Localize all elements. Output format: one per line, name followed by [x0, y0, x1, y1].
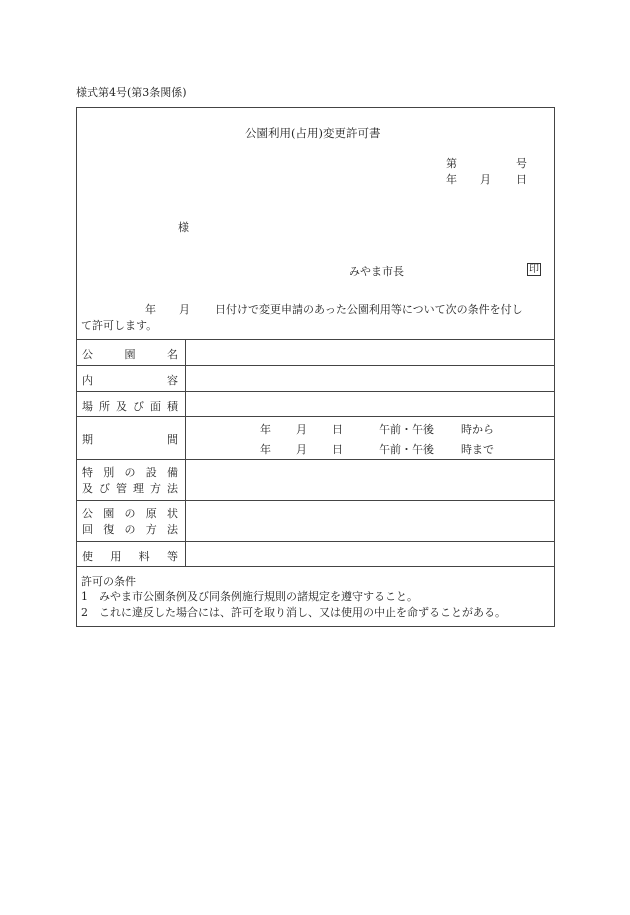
conditions-section: [77, 566, 554, 628]
body-year: 年: [145, 303, 156, 316]
issuer-name: みやま市長: [349, 265, 404, 278]
label-facility-line1: 特 別 の 設 備: [82, 466, 178, 479]
period-to-month: 月: [296, 443, 307, 456]
period-from-month: 月: [296, 423, 307, 436]
row-facility: [77, 459, 554, 501]
form-number: 様式第4号(第3条関係): [76, 86, 187, 99]
row-restoration: [77, 500, 554, 542]
label-period: 期 間: [82, 433, 178, 446]
period-to-ampm: 午前・午後: [379, 443, 434, 456]
permit-form: [76, 107, 555, 627]
period-to-suffix: 時まで: [461, 443, 494, 456]
body-month: 月: [179, 303, 190, 316]
body-text-line2: て許可します。: [81, 319, 158, 332]
seal-mark: 印: [529, 264, 539, 275]
period-from-suffix: 時から: [461, 423, 494, 436]
body-text-line1: 日付けで変更申請のあった公園利用等について次の条件を付し: [215, 303, 523, 316]
document-title: 公園利用(占用)変更許可書: [245, 126, 381, 140]
permit-header: [77, 108, 554, 339]
label-restoration-line2: 回 復 の 方 法: [82, 523, 178, 536]
conditions-heading: 許可の条件: [81, 575, 136, 588]
doc-number-dai: 第: [446, 157, 457, 170]
doc-number-go: 号: [516, 157, 527, 170]
condition-item: 1 みやま市公園条例及び同条例施行規則の諸規定を遵守すること。: [81, 590, 418, 603]
row-park-name: [77, 339, 554, 366]
label-fee: 使 用 料 等: [82, 550, 178, 563]
row-period: [77, 416, 554, 460]
period-from-year: 年: [260, 423, 271, 436]
addressee-suffix: 様: [178, 221, 189, 234]
issue-date-day: 日: [516, 173, 527, 186]
label-park-name: 公 園 名: [82, 348, 178, 361]
label-restoration-line1: 公 園 の 原 状: [82, 507, 178, 520]
issue-date-year: 年: [446, 173, 457, 186]
label-content: 内 容: [82, 374, 178, 387]
condition-item: 2 これに違反した場合には、許可を取り消し、又は使用の中止を命ずることがある。: [81, 606, 506, 619]
issue-date-month: 月: [480, 173, 491, 186]
row-location: [77, 391, 554, 417]
period-to-year: 年: [260, 443, 271, 456]
period-from-day: 日: [332, 423, 343, 436]
row-content: [77, 365, 554, 392]
period-from-ampm: 午前・午後: [379, 423, 434, 436]
label-facility-line2: 及 び 管 理 方 法: [82, 482, 178, 495]
period-to-day: 日: [332, 443, 343, 456]
row-fee: [77, 541, 554, 567]
label-location: 場 所 及 び 面 積: [82, 400, 178, 413]
